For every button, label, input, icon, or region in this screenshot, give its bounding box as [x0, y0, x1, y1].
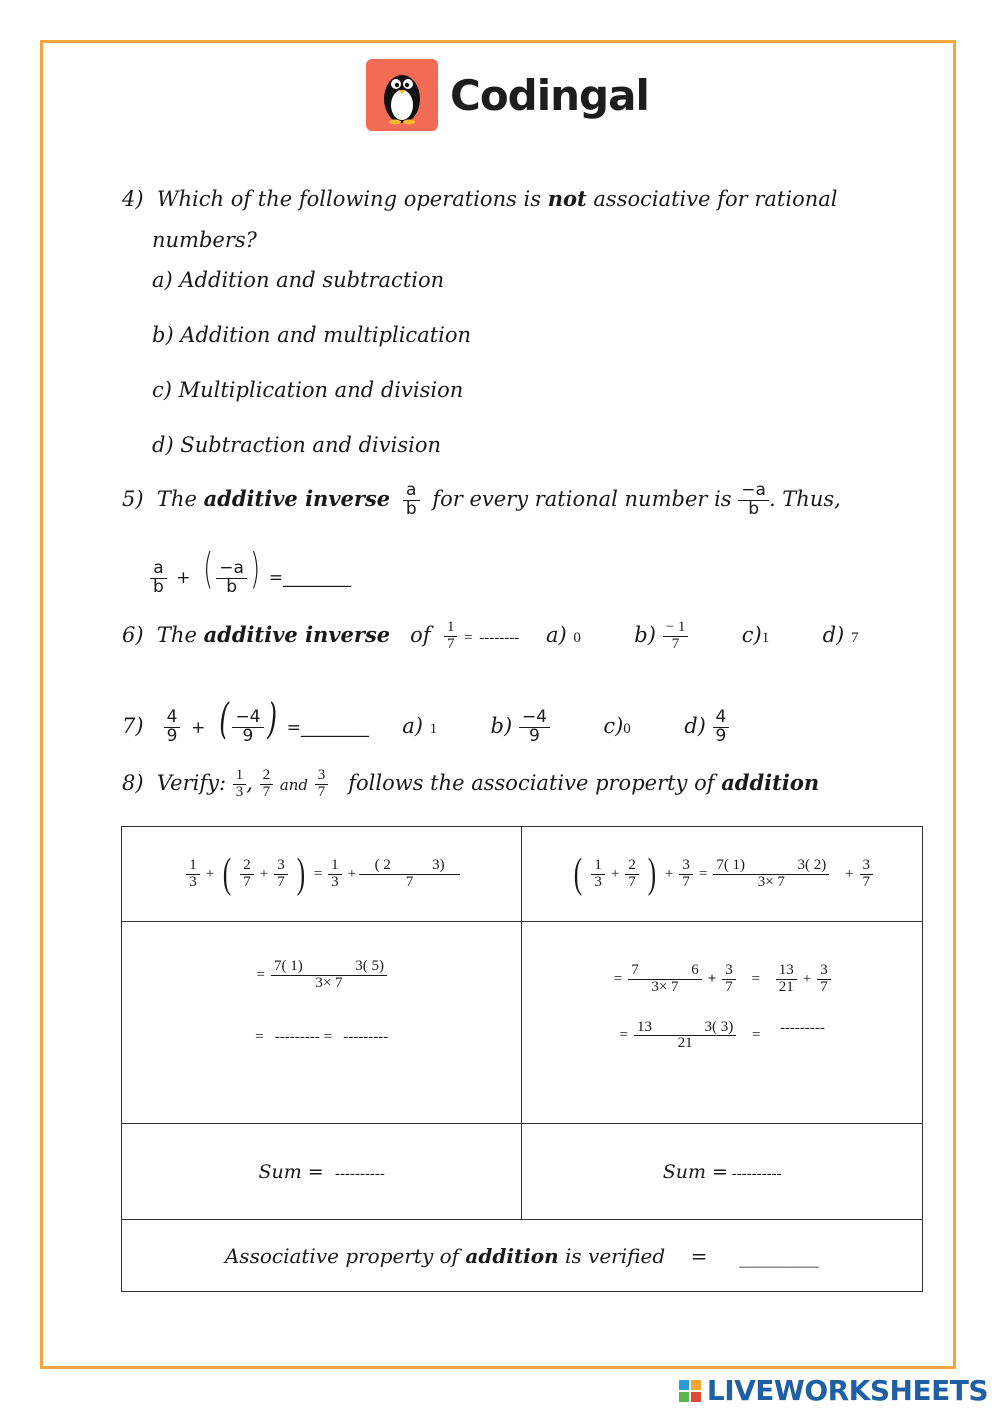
- q5-expression: $\frac{a}{b}$ + ( $\frac{-a}{b}$ ) =________: [150, 548, 351, 596]
- penguin-icon: [366, 59, 438, 131]
- right-mid-blank[interactable]: ---------: [779, 1020, 825, 1037]
- cell-right-mid: = $\frac{7 6}{3\times 7}$ + $\frac{3}{7}$ = $\frac{13}{21}$ + $\frac{3}{7}$ = $\frac{13 3( 3)}{21}$ = ---------: [522, 922, 923, 1124]
- left-mid-blanks[interactable]: = --------- = ---------: [255, 1029, 389, 1046]
- right-sum-blank[interactable]: ----------: [731, 1165, 782, 1182]
- q4-line2: numbers?: [152, 228, 257, 252]
- q4-option-d[interactable]: d) Subtraction and division: [152, 433, 441, 457]
- q7-line: 7) $\frac{4}{9}$ + ( $\frac{-4}{9}$ ) =________ a) 1 b) $\frac{-4}{9}$ c)0 d) $\frac{4}{9}$: [122, 698, 729, 746]
- liveworksheets-icon: [679, 1380, 701, 1402]
- q4-line1: 4) Which of the following operations is not associative for rational: [122, 186, 838, 211]
- verification-table: [121, 826, 923, 1292]
- q4-option-b[interactable]: b) Addition and multiplication: [152, 323, 472, 347]
- cell-left-top: 1 3 + ( 2 7 + $\frac{3}{7}$ ) = $\frac{1}{3}$ + $\frac{( 2 3)}{7}$: [122, 827, 522, 922]
- brand-logo: [366, 58, 649, 132]
- q6-line: 6) The additive inverse of $\frac{1}{7}$ = -------- a) 0 b) $\frac{- 1}{7}$ c)1 d) 7: [122, 619, 859, 652]
- q4-option-c[interactable]: c) Multiplication and division: [152, 378, 464, 402]
- left-sum-blank[interactable]: ----------: [334, 1165, 385, 1182]
- brand-name: Codingal: [450, 70, 649, 120]
- liveworksheets-watermark: LIVEWORKSHEETS: [679, 1374, 988, 1407]
- cell-footer: Associative property of addition is verified = ________: [122, 1220, 923, 1292]
- cell-left-mid: = $\frac{7( 1) 3( 5)}{3\times 7}$ = --------- = ---------: [122, 922, 522, 1124]
- cell-right-sum: Sum = ----------: [522, 1124, 923, 1220]
- q4-option-a[interactable]: a) Addition and subtraction: [152, 268, 445, 292]
- footer-answer-blank[interactable]: ________: [739, 1243, 820, 1268]
- cell-left-sum: Sum = ----------: [122, 1124, 522, 1220]
- q6-answer-blank[interactable]: --------: [479, 629, 520, 646]
- q5-answer-blank[interactable]: ________: [282, 568, 351, 588]
- q7-answer-blank[interactable]: ________: [300, 718, 369, 738]
- q8-line: 8) Verify: $\frac{1}{3}$ , $\frac{2}{7}$ and $\frac{3}{7}$ follows the associative property of addition: [122, 767, 820, 800]
- q5-line1: 5) The additive inverse $\frac{a}{b}$ for every rational number is $\frac{-a}{b}$ . Thus,: [122, 480, 841, 519]
- cell-right-top: ( 1 3 + $\frac{2}{7}$ ) + $\frac{3}{7}$ = $\frac{7( 1) 3( 2)}{3\times 7}$ + $\frac{3}{7}$: [522, 827, 923, 922]
